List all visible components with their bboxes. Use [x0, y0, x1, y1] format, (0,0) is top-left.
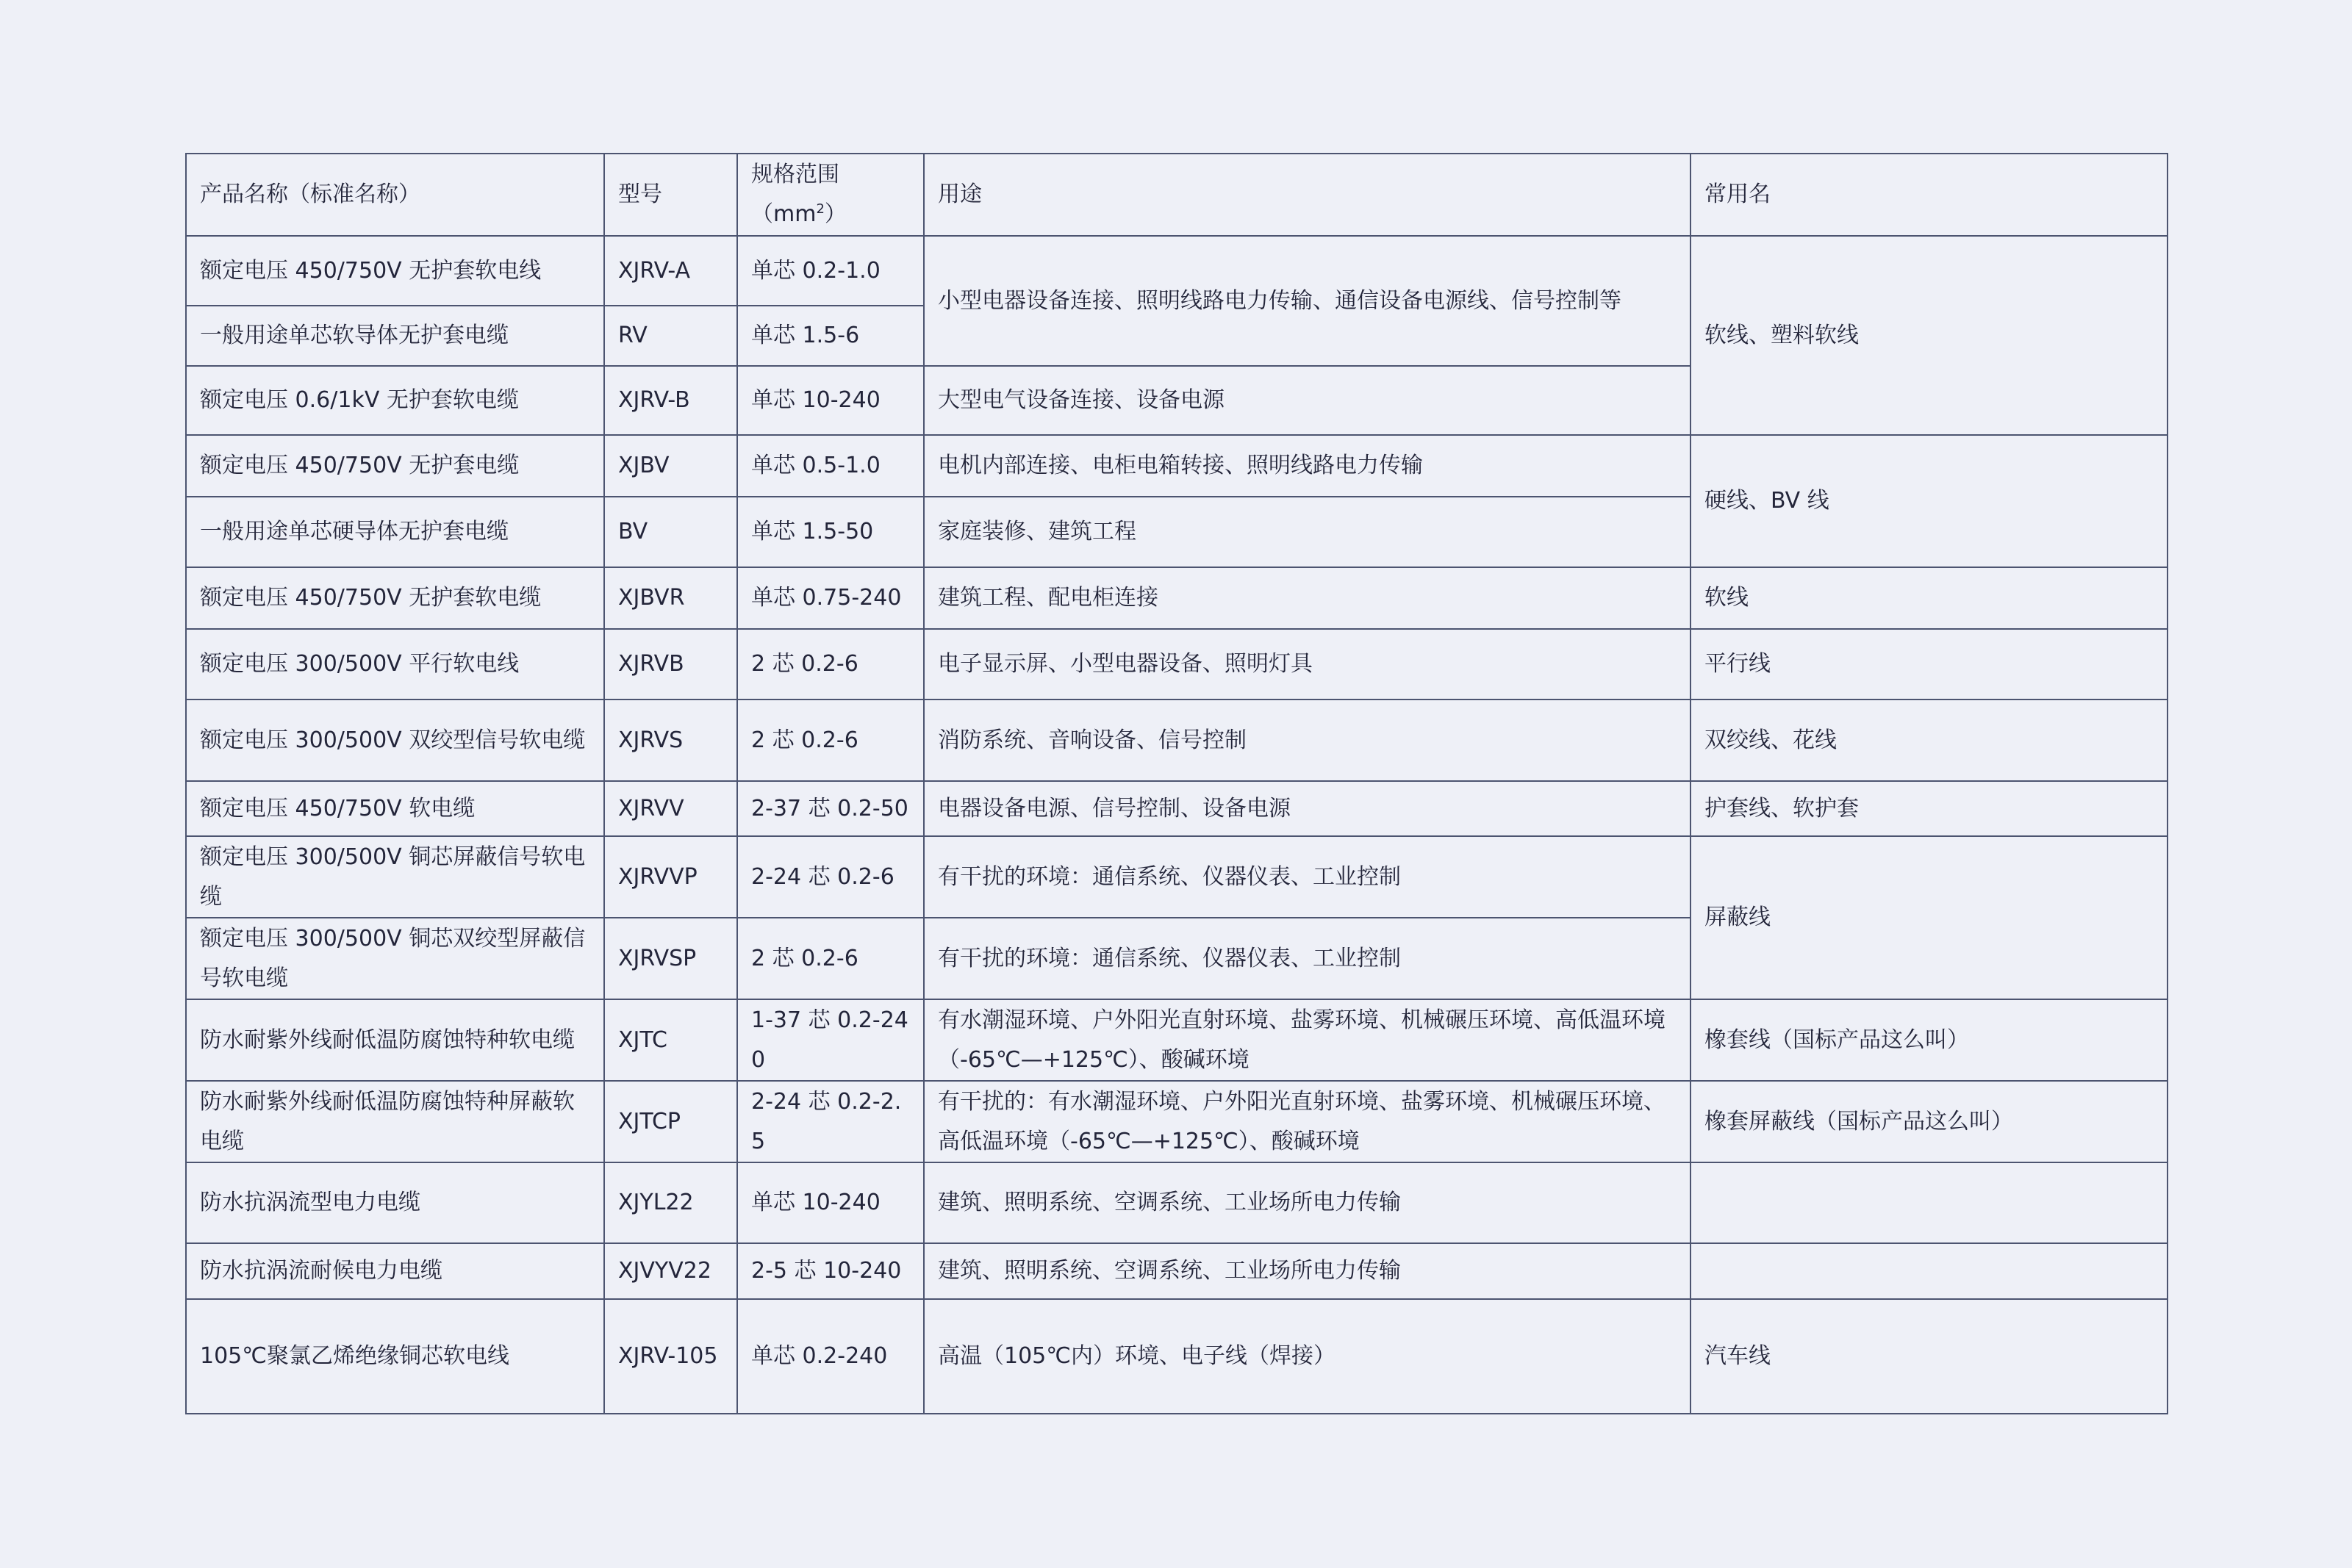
- table-row: [186, 1081, 2168, 1162]
- cell-product-name: 一般用途单芯硬导体无护套电缆: [186, 497, 604, 567]
- header-usage: 用途: [924, 154, 1690, 236]
- cell-usage: 家庭装修、建筑工程: [924, 497, 1690, 567]
- cell-model: XJRV-105: [604, 1299, 737, 1414]
- table-header-row: [186, 154, 2168, 236]
- cell-spec: 单芯 10-240: [737, 366, 924, 435]
- cell-common-name: 软线: [1690, 567, 2168, 629]
- cell-usage: 电子显示屏、小型电器设备、照明灯具: [924, 629, 1690, 700]
- cell-model: XJBVR: [604, 567, 737, 629]
- cell-model: XJRVS: [604, 700, 737, 781]
- cell-usage: 消防系统、音响设备、信号控制: [924, 700, 1690, 781]
- cell-common-name: 双绞线、花线: [1690, 700, 2168, 781]
- cell-product-name: 额定电压 450/750V 无护套软电线: [186, 236, 604, 306]
- cell-usage: 大型电气设备连接、设备电源: [924, 366, 1690, 435]
- cell-model: XJBV: [604, 435, 737, 497]
- cell-usage: 有干扰的：有水潮湿环境、户外阳光直射环境、盐雾环境、机械碾压环境、高低温环境（-65℃—+125℃）、酸碱环境: [924, 1081, 1690, 1162]
- header-spec-label: 规格范围: [751, 162, 839, 187]
- cell-usage: 有干扰的环境：通信系统、仪器仪表、工业控制: [924, 918, 1690, 999]
- cell-product-name: 一般用途单芯软导体无护套电缆: [186, 306, 604, 366]
- cell-usage: 建筑、照明系统、空调系统、工业场所电力传输: [924, 1162, 1690, 1243]
- header-spec-unit-sup: 2: [816, 201, 825, 217]
- cell-product-name: 额定电压 450/750V 无护套电缆: [186, 435, 604, 497]
- cell-spec: 单芯 0.5-1.0: [737, 435, 924, 497]
- header-common-name: 常用名: [1690, 154, 2168, 236]
- cell-model: XJRV-A: [604, 236, 737, 306]
- cell-model: XJRVVP: [604, 836, 737, 918]
- table-row: [186, 1243, 2168, 1299]
- cell-model: XJYL22: [604, 1162, 737, 1243]
- cell-spec: 2 芯 0.2-6: [737, 918, 924, 999]
- cell-usage: 电机内部连接、电柜电箱转接、照明线路电力传输: [924, 435, 1690, 497]
- cell-spec: 2-24 芯 0.2-6: [737, 836, 924, 918]
- cell-product-name: 额定电压 300/500V 平行软电线: [186, 629, 604, 700]
- cell-usage: 高温（105℃内）环境、电子线（焊接）: [924, 1299, 1690, 1414]
- table-row: [186, 567, 2168, 629]
- cell-product-name: 防水抗涡流型电力电缆: [186, 1162, 604, 1243]
- cell-usage: 建筑工程、配电柜连接: [924, 567, 1690, 629]
- cell-product-name: 额定电压 0.6/1kV 无护套软电缆: [186, 366, 604, 435]
- table-row: [186, 700, 2168, 781]
- cell-product-name: 防水抗涡流耐候电力电缆: [186, 1243, 604, 1299]
- cell-spec: 单芯 0.2-240: [737, 1299, 924, 1414]
- table-row: [186, 1299, 2168, 1414]
- cell-common-name: 橡套屏蔽线（国标产品这么叫）: [1690, 1081, 2168, 1162]
- table-row: [186, 236, 2168, 306]
- table-row: [186, 836, 2168, 918]
- cell-common-name: 硬线、BV 线: [1690, 435, 2168, 567]
- cell-common-name: 屏蔽线: [1690, 836, 2168, 999]
- cell-model: XJRVB: [604, 629, 737, 700]
- header-spec-unit-close: ）: [824, 201, 847, 227]
- cell-spec: 单芯 1.5-6: [737, 306, 924, 366]
- cell-product-name: 额定电压 300/500V 铜芯双绞型屏蔽信号软电缆: [186, 918, 604, 999]
- cell-usage: 建筑、照明系统、空调系统、工业场所电力传输: [924, 1243, 1690, 1299]
- cell-spec: 2-37 芯 0.2-50: [737, 781, 924, 836]
- table-row: [186, 435, 2168, 497]
- cell-product-name: 额定电压 300/500V 铜芯屏蔽信号软电缆: [186, 836, 604, 918]
- cell-model: BV: [604, 497, 737, 567]
- cell-spec: 单芯 10-240: [737, 1162, 924, 1243]
- cell-spec: 2 芯 0.2-6: [737, 700, 924, 781]
- cell-model: XJTCP: [604, 1081, 737, 1162]
- table-row: [186, 999, 2168, 1081]
- cell-common-name: 软线、塑料软线: [1690, 236, 2168, 435]
- cell-spec: 2-5 芯 10-240: [737, 1243, 924, 1299]
- cell-model: XJRVV: [604, 781, 737, 836]
- table-row: [186, 629, 2168, 700]
- cell-product-name: 105℃聚氯乙烯绝缘铜芯软电线: [186, 1299, 604, 1414]
- cell-spec: 单芯 0.2-1.0: [737, 236, 924, 306]
- cell-product-name: 额定电压 450/750V 无护套软电缆: [186, 567, 604, 629]
- cell-common-name: 护套线、软护套: [1690, 781, 2168, 836]
- table-row: [186, 1162, 2168, 1243]
- cell-common-name: 平行线: [1690, 629, 2168, 700]
- cell-product-name: 防水耐紫外线耐低温防腐蚀特种软电缆: [186, 999, 604, 1081]
- cell-common-name: [1690, 1243, 2168, 1299]
- cell-spec: 2-24 芯 0.2-2.5: [737, 1081, 924, 1162]
- cell-product-name: 防水耐紫外线耐低温防腐蚀特种屏蔽软电缆: [186, 1081, 604, 1162]
- cell-product-name: 额定电压 450/750V 软电缆: [186, 781, 604, 836]
- cell-common-name: [1690, 1162, 2168, 1243]
- cell-usage: 电器设备电源、信号控制、设备电源: [924, 781, 1690, 836]
- cell-spec: 1-37 芯 0.2-240: [737, 999, 924, 1081]
- cell-model: XJTC: [604, 999, 737, 1081]
- product-spec-table: [185, 153, 2168, 1414]
- cell-spec: 单芯 1.5-50: [737, 497, 924, 567]
- cell-model: XJVYV22: [604, 1243, 737, 1299]
- cell-usage: 有干扰的环境：通信系统、仪器仪表、工业控制: [924, 836, 1690, 918]
- cell-common-name: 橡套线（国标产品这么叫）: [1690, 999, 2168, 1081]
- cell-model: XJRV-B: [604, 366, 737, 435]
- cell-usage: 有水潮湿环境、户外阳光直射环境、盐雾环境、机械碾压环境、高低温环境（-65℃—+125℃）、酸碱环境: [924, 999, 1690, 1081]
- table-row: [186, 781, 2168, 836]
- header-spec-range: [737, 154, 924, 236]
- cell-spec: 单芯 0.75-240: [737, 567, 924, 629]
- cell-usage: 小型电器设备连接、照明线路电力传输、通信设备电源线、信号控制等: [924, 236, 1690, 366]
- cell-common-name: 汽车线: [1690, 1299, 2168, 1414]
- header-model: 型号: [604, 154, 737, 236]
- cell-model: XJRVSP: [604, 918, 737, 999]
- cell-model: RV: [604, 306, 737, 366]
- header-spec-unit-open: （mm: [751, 201, 817, 227]
- cell-product-name: 额定电压 300/500V 双绞型信号软电缆: [186, 700, 604, 781]
- cell-spec: 2 芯 0.2-6: [737, 629, 924, 700]
- header-product-name: 产品名称（标准名称）: [186, 154, 604, 236]
